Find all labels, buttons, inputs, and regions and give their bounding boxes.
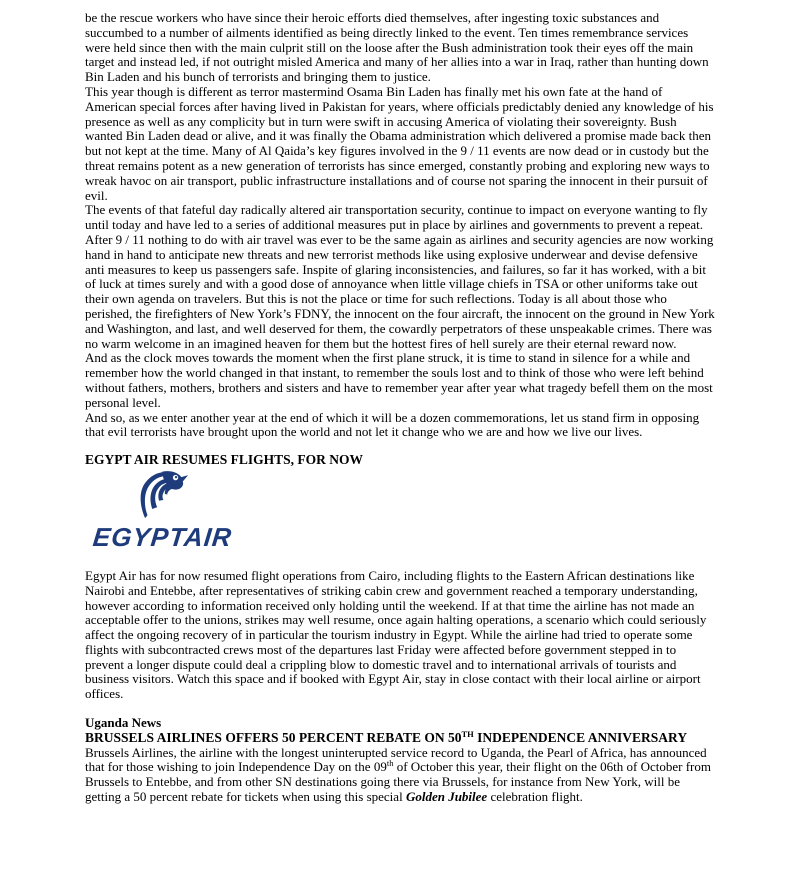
body-text-segment: of October this year, their flight on the 06th of October from Brussels to Entebbe, and from other SN destinations going there via Brussels, for instance from New York, will be getting a 50 percent rebate for tickets when using this special bbox=[85, 759, 711, 805]
date-superscript: th bbox=[386, 758, 394, 769]
body-text-segment: Brussels Airlines, the airline with the longest uninterupted service record to Uganda, the Pearl of Africa, has announced that for those wishing to join Independence Day on the 09 bbox=[85, 744, 707, 775]
intro-paragraph-6: And so, as we enter another year at the end of which it will be a dozen commemorations, let us stand firm in opposing that evil terrorists have brought upon the world and not let it change who we are and how we live our lives. bbox=[85, 409, 700, 440]
brussels-airlines-headline bbox=[85, 728, 715, 746]
egyptair-wordmark: EGYPTAIR bbox=[91, 521, 234, 552]
uganda-body-paragraph bbox=[85, 746, 715, 805]
uganda-news-kicker: Uganda News bbox=[85, 715, 162, 731]
intro-paragraph-4: After 9 / 11 nothing to do with air travel was ever to be the same again as airlines and security agencies are now working hand in hand to anticipate new threats and new terrorist methods like using explosive underwear and devise defensive anti measures to keep us passengers safe. Inspite of glaring inconsistencies, and failures, so far it has worked, with a bit of luck at times surely and with a good dose of annoyance when little village chiefs in TSA or other uniforms take out their own agenda on travelers. But this is not the place or time for such reflections. Today is all about those who perished, the firefighters of New York’s FDNY, the innocent on the four aircraft, the innocent on the ground in New York and Washington, and last, and well deserved for them, the cowardly perpetrators of these unspeakable crimes. There was no warm welcome in an imagined heaven for them but the hottest fires of hell surely are their eternal reward now. bbox=[85, 231, 715, 351]
headline-superscript: TH bbox=[461, 728, 474, 739]
intro-paragraph-2: This year though is different as terror mastermind Osama Bin Laden has finally met his own fate at the hand of American special forces after having lived in Pakistan for years, where officials predictably denied any knowledge of his presence as well as any complicity but in turn were swift in accusing America of violating their sovereignty. Bush wanted Bin Laden dead or alive, and it was finally the Obama administration which delivered a promise made back then but not kept at the time. Many of Al Qaida’s key figures involved in the 9 / 11 events are now dead or in custody but the threat remains potent as a new generation of terrorists has since emerged, constantly probing and exploring new ways to wreak havoc on air transport, public infrastructure installations and of course not sparing the innocent in their pursuit of evil. bbox=[85, 83, 714, 203]
intro-paragraph-5: And as the clock moves towards the moment when the first plane struck, it is time to stand in silence for a while and remember how the world changed in that instant, to remember the souls lost and to think of those who were left behind without fathers, mothers, brothers and sisters and have to remember year after year what tragedy befell them on the most personal level. bbox=[85, 350, 713, 410]
headline-text-suffix: INDEPENDENCE ANNIVERSARY bbox=[473, 729, 688, 745]
egyptair-section-heading: EGYPT AIR RESUMES FLIGHTS, FOR NOW bbox=[85, 452, 364, 468]
headline-text: BRUSSELS AIRLINES OFFERS 50 PERCENT REBATE ON 50 bbox=[85, 729, 462, 745]
horus-falcon-icon bbox=[133, 470, 191, 519]
intro-paragraph-3: The events of that fateful day radically altered air transportation security, continue to impact on everyone wanting to fly until today and have led to a series of additional measures put in place by airlines and governments to prevent a repeat. bbox=[85, 202, 708, 233]
egyptair-logo bbox=[93, 470, 253, 553]
body-text-segment: celebration flight. bbox=[487, 789, 583, 805]
egyptair-body-paragraph: Egypt Air has for now resumed flight operations from Cairo, including flights to the Eastern African destinations like Nairobi and Entebbe, after representatives of striking cabin crew and government reached a temporary understanding, however according to information received only holding until the weekend. If at that time the airline has not made an acceptable offer to the unions, strikes may well resume, once again halting operations, a scenario which could seriously affect the ongoing recovery of in particular the tourism industry in Egypt. While the airline had tried to operate some flights with subcontracted crews most of the departures last Friday were affected before government stepped in to prevent a longer dispute could deal a crippling blow to domestic travel and to international arrivals of tourists and business visitors. Watch this space and if booked with Egypt Air, stay in close contact with their local airline or airport offices. bbox=[85, 567, 707, 702]
golden-jubilee-emphasis: Golden Jubilee bbox=[405, 789, 488, 805]
intro-paragraph-1: be the rescue workers who have since their heroic efforts died themselves, after ingesting toxic substances and succumbed to a number of ailments identified as being directly linked to the event. Ten times remembrance services were held since then with the main culprit still on the loose after the Bush administration took their eyes off the main target and instead led, if not outright misled America and many of her allies into a war in Iraq, rather than hunting down Bin Laden and his bunch of terrorists and bringing them to justice. bbox=[85, 10, 709, 85]
